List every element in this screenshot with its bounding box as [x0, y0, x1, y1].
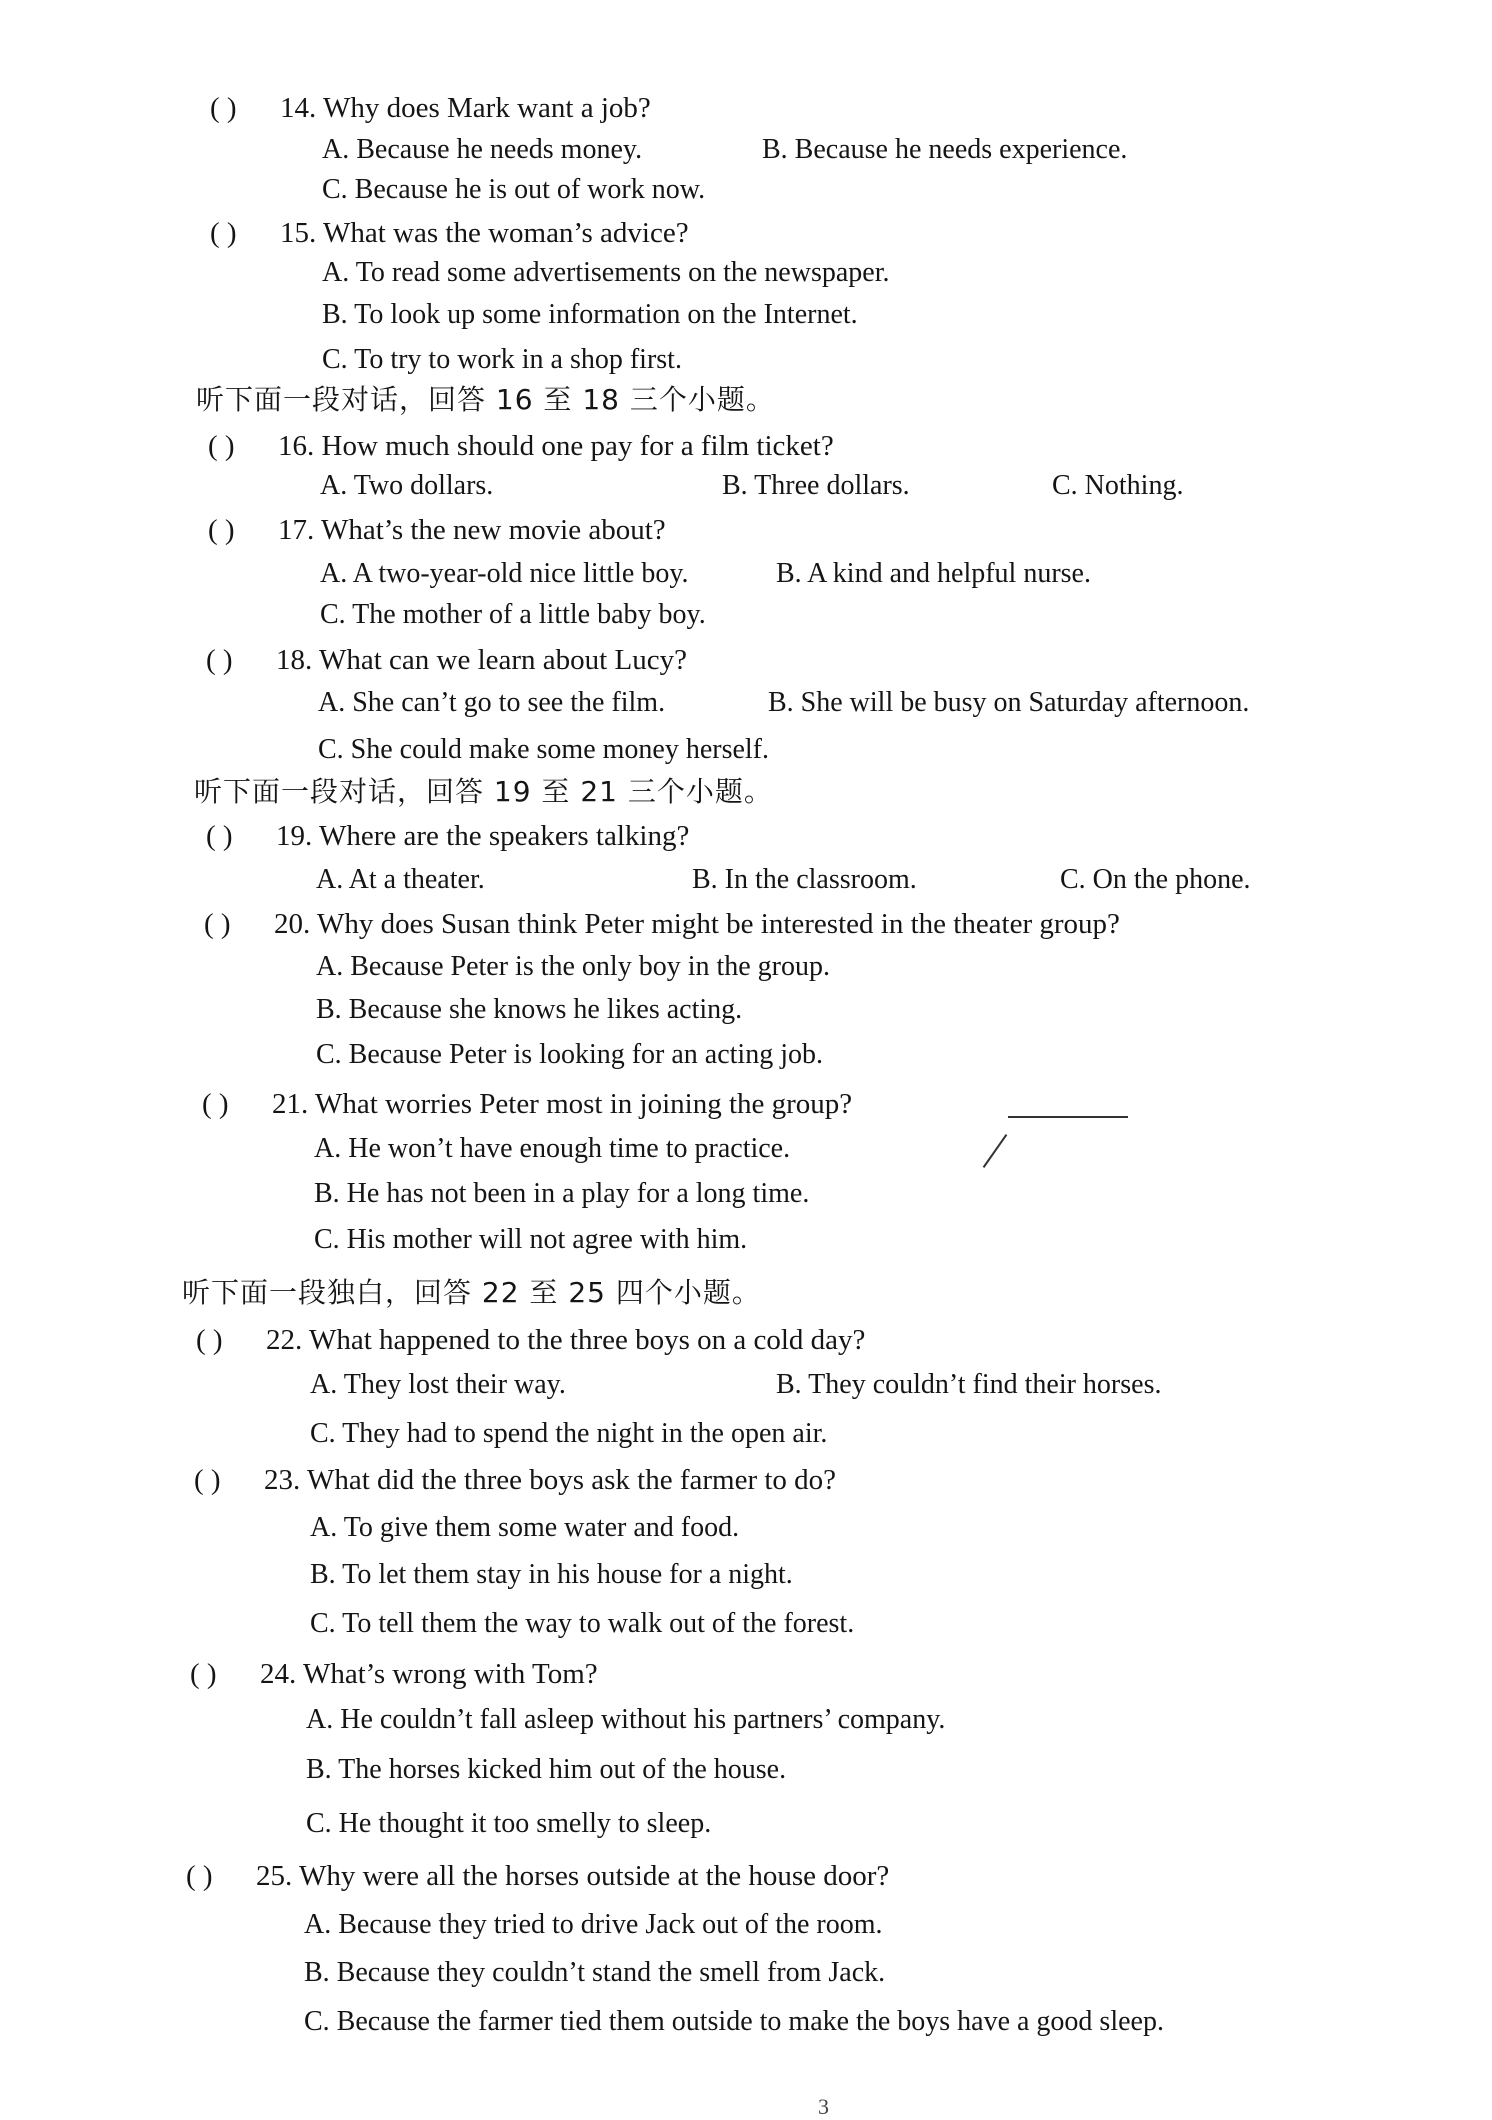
- question-number: 14.: [280, 92, 317, 124]
- question-18: [206, 642, 687, 678]
- option-17-b[interactable]: B. A kind and helpful nurse.: [776, 558, 1091, 589]
- answer-blank[interactable]: ( ): [190, 1658, 217, 1690]
- option-21-a[interactable]: A. He won’t have enough time to practice.: [314, 1133, 791, 1164]
- answer-blank[interactable]: ( ): [208, 514, 235, 546]
- question-number: 25.: [256, 1860, 293, 1892]
- option-15-c[interactable]: C. To try to work in a shop first.: [322, 344, 682, 375]
- option-19-a[interactable]: A. At a theater.: [316, 864, 485, 895]
- option-24-b[interactable]: B. The horses kicked him out of the house.: [306, 1754, 787, 1785]
- question-16: [208, 428, 834, 464]
- question-number: 16.: [278, 430, 315, 462]
- answer-blank[interactable]: ( ): [210, 92, 237, 124]
- question-text: What worries Peter most in joining the group?: [314, 1088, 853, 1120]
- option-18-b[interactable]: B. She will be busy on Saturday afternoon.: [768, 687, 1250, 718]
- section-header-22-25: 听下面一段独白，回答 22 至 25 四个小题。: [182, 1276, 761, 1309]
- answer-blank[interactable]: ( ): [186, 1860, 213, 1892]
- option-24-c[interactable]: C. He thought it too smelly to sleep.: [306, 1808, 712, 1839]
- option-18-a[interactable]: A. She can’t go to see the film.: [318, 687, 666, 718]
- answer-blank[interactable]: ( ): [204, 908, 231, 940]
- question-text: What did the three boys ask the farmer to do?: [306, 1464, 837, 1496]
- question-25: [186, 1858, 889, 1894]
- question-20: [204, 906, 1120, 942]
- option-22-b[interactable]: B. They couldn’t find their horses.: [776, 1369, 1162, 1400]
- question-text: Why does Susan think Peter might be interested in the theater group?: [316, 908, 1120, 940]
- option-16-a[interactable]: A. Two dollars.: [320, 470, 494, 501]
- question-21: [202, 1086, 852, 1122]
- option-19-b[interactable]: B. In the classroom.: [692, 864, 917, 895]
- option-25-a[interactable]: A. Because they tried to drive Jack out of the room.: [304, 1909, 883, 1940]
- option-20-b[interactable]: B. Because she knows he likes acting.: [316, 994, 743, 1025]
- question-text: What was the woman’s advice?: [322, 217, 689, 249]
- question-number: 24.: [260, 1658, 297, 1690]
- option-20-c[interactable]: C. Because Peter is looking for an acting job.: [316, 1039, 823, 1070]
- question-19: [206, 818, 689, 854]
- option-14-b[interactable]: B. Because he needs experience.: [762, 134, 1128, 165]
- page-number: 3: [818, 2094, 829, 2119]
- option-25-c[interactable]: C. Because the farmer tied them outside to make the boys have a good sleep.: [304, 2006, 1164, 2037]
- option-19-c[interactable]: C. On the phone.: [1060, 864, 1251, 895]
- question-number: 22.: [266, 1324, 303, 1356]
- option-24-a[interactable]: A. He couldn’t fall asleep without his partners’ company.: [306, 1704, 946, 1735]
- answer-blank[interactable]: ( ): [196, 1324, 223, 1356]
- section-header-16-18: 听下面一段对话，回答 16 至 18 三个小题。: [196, 383, 775, 416]
- option-16-b[interactable]: B. Three dollars.: [722, 470, 910, 501]
- answer-blank[interactable]: ( ): [206, 820, 233, 852]
- answer-blank[interactable]: ( ): [210, 217, 237, 249]
- question-text: Why does Mark want a job?: [322, 92, 651, 124]
- question-number: 23.: [264, 1464, 301, 1496]
- question-text: What can we learn about Lucy?: [318, 644, 687, 676]
- answer-blank[interactable]: ( ): [206, 644, 233, 676]
- option-15-a[interactable]: A. To read some advertisements on the newspaper.: [322, 257, 890, 288]
- question-number: 20.: [274, 908, 311, 940]
- option-14-a[interactable]: A. Because he needs money.: [322, 134, 643, 165]
- option-15-b[interactable]: B. To look up some information on the Internet.: [322, 299, 858, 330]
- question-number: 15.: [280, 217, 317, 249]
- option-18-c[interactable]: C. She could make some money herself.: [318, 734, 770, 765]
- answer-blank[interactable]: ( ): [194, 1464, 221, 1496]
- option-21-b[interactable]: B. He has not been in a play for a long time.: [314, 1178, 810, 1209]
- pen-mark: [983, 1134, 1008, 1168]
- question-text: What’s the new movie about?: [320, 514, 666, 546]
- option-21-c[interactable]: C. His mother will not agree with him.: [314, 1224, 748, 1255]
- option-23-b[interactable]: B. To let them stay in his house for a night.: [310, 1559, 793, 1590]
- question-number: 18.: [276, 644, 313, 676]
- option-20-a[interactable]: A. Because Peter is the only boy in the group.: [316, 951, 831, 982]
- question-text: What’s wrong with Tom?: [302, 1658, 598, 1690]
- question-15: [210, 215, 689, 251]
- question-14: [210, 90, 651, 126]
- option-14-c[interactable]: C. Because he is out of work now.: [322, 174, 706, 205]
- answer-blank[interactable]: ( ): [208, 430, 235, 462]
- option-23-a[interactable]: A. To give them some water and food.: [310, 1512, 740, 1543]
- question-text: How much should one pay for a film ticket?: [321, 430, 834, 462]
- question-text: Where are the speakers talking?: [318, 820, 690, 852]
- option-17-c[interactable]: C. The mother of a little baby boy.: [320, 599, 706, 630]
- option-23-c[interactable]: C. To tell them the way to walk out of the forest.: [310, 1608, 855, 1639]
- option-22-a[interactable]: A. They lost their way.: [310, 1369, 566, 1400]
- question-number: 17.: [278, 514, 315, 546]
- question-text: What happened to the three boys on a cold day?: [308, 1324, 866, 1356]
- section-header-19-21: 听下面一段对话，回答 19 至 21 三个小题。: [194, 775, 773, 808]
- question-23: [194, 1462, 836, 1498]
- option-22-c[interactable]: C. They had to spend the night in the open air.: [310, 1418, 828, 1449]
- question-17: [208, 512, 666, 548]
- option-17-a[interactable]: A. A two-year-old nice little boy.: [320, 558, 689, 589]
- option-16-c[interactable]: C. Nothing.: [1052, 470, 1184, 501]
- question-22: [196, 1322, 865, 1358]
- question-number: 21.: [272, 1088, 309, 1120]
- answer-blank[interactable]: ( ): [202, 1088, 229, 1120]
- question-text: Why were all the horses outside at the house door?: [298, 1860, 890, 1892]
- pen-mark: [1008, 1116, 1128, 1118]
- question-24: [190, 1656, 598, 1692]
- question-number: 19.: [276, 820, 313, 852]
- option-25-b[interactable]: B. Because they couldn’t stand the smell from Jack.: [304, 1957, 886, 1988]
